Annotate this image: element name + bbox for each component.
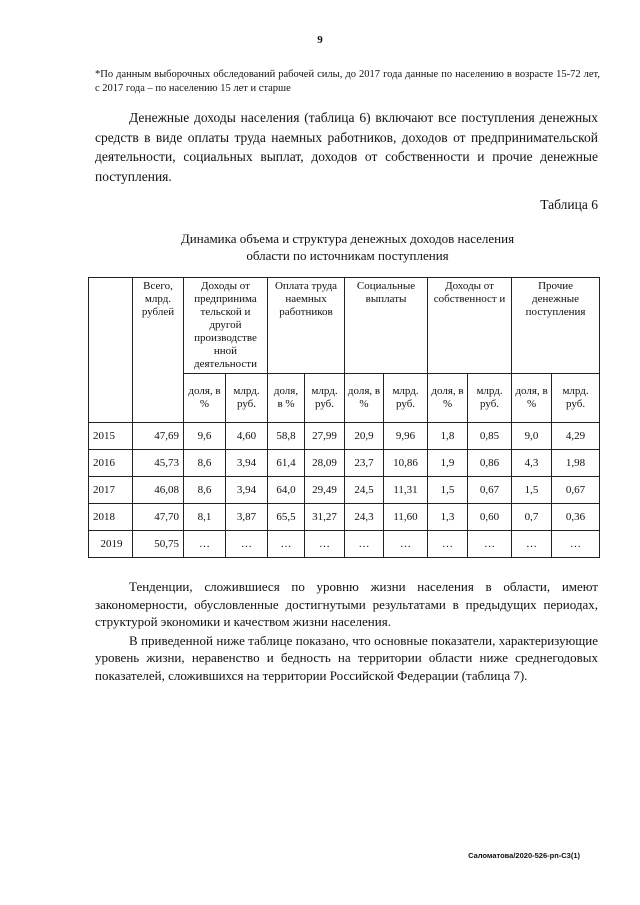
cell-value: 0,67 [468,477,512,504]
cell-value: 24,3 [345,504,384,531]
cell-value: 4,3 [512,450,552,477]
table-label: Таблица 6 [540,197,598,212]
cell-value: … [552,531,600,558]
cell-total: 46,08 [133,477,184,504]
cell-value: … [226,531,268,558]
table-title [95,230,600,264]
subheader-share: доля, в % [184,374,226,423]
subheader-amount: млрд. руб. [552,374,600,423]
cell-value: … [268,531,305,558]
cell-value: 4,29 [552,423,600,450]
cell-value: … [384,531,428,558]
subheader-amount: млрд. руб. [468,374,512,423]
table-row [89,423,600,450]
subheader-share: доля, в % [345,374,384,423]
cell-value: 0,67 [552,477,600,504]
cell-value: 0,85 [468,423,512,450]
footnote: *По данным выборочных обследований рабочей силы, до 2017 года данные по населению в возрасте 15-72 лет, с 2017 года – по населению 15 лет и старше [95,69,600,94]
cell-value: 64,0 [268,477,305,504]
cell-value: 0,36 [552,504,600,531]
cell-total: 50,75 [133,531,184,558]
cell-value: 24,5 [345,477,384,504]
cell-value: … [345,531,384,558]
closing-text [95,578,598,684]
cell-value: 58,8 [268,423,305,450]
header-property: Доходы от собственност и [428,278,512,374]
table-row [89,477,600,504]
cell-value: 23,7 [345,450,384,477]
intro-paragraph: Денежные доходы населения (таблица 6) включают все поступления денежных средств в виде оплаты труда наемных работников, доходов от предпринимательской деятельности, социальных выплат, доходов от собственности и прочие денежные поступления. [95,110,598,184]
cell-value: 1,9 [428,450,468,477]
cell-year: 2017 [89,477,133,504]
cell-value: 0,86 [468,450,512,477]
cell-value: 3,94 [226,450,268,477]
table-row [89,531,600,558]
cell-value: 31,27 [305,504,345,531]
header-row [89,278,600,374]
cell-value: 1,98 [552,450,600,477]
cell-value: 8,6 [184,450,226,477]
cell-value: 20,9 [345,423,384,450]
cell-year: 2015 [89,423,133,450]
income-table [88,277,600,558]
cell-total: 45,73 [133,450,184,477]
cell-year: 2019 [89,531,133,558]
cell-value: 61,4 [268,450,305,477]
cell-total: 47,69 [133,423,184,450]
cell-value: 29,49 [305,477,345,504]
table-row [89,504,600,531]
subheader-share: доля, в % [512,374,552,423]
header-wages: Оплата труда наемных работников [268,278,345,374]
subheader-amount: млрд. руб. [384,374,428,423]
cell-value: … [468,531,512,558]
cell-value: 27,99 [305,423,345,450]
cell-value: 8,1 [184,504,226,531]
header-business: Доходы от предпринима тельской и другой производстве нной деятельности [184,278,268,374]
cell-value: 65,5 [268,504,305,531]
cell-value: 1,5 [428,477,468,504]
cell-value: 1,3 [428,504,468,531]
subheader-amount: млрд. руб. [226,374,268,423]
cell-value: 9,96 [384,423,428,450]
cell-value: … [184,531,226,558]
cell-value: 10,86 [384,450,428,477]
cell-value: 3,94 [226,477,268,504]
table-title-line1: Динамика объема и структура денежных доходов населения [180,231,515,246]
cell-value: 0,7 [512,504,552,531]
cell-value: … [428,531,468,558]
cell-value: 1,8 [428,423,468,450]
cell-value: 11,31 [384,477,428,504]
cell-value: 1,5 [512,477,552,504]
cell-value: … [305,531,345,558]
header-other: Прочие денежные поступления [512,278,600,374]
cell-value: 11,60 [384,504,428,531]
cell-value: 3,87 [226,504,268,531]
cell-total: 47,70 [133,504,184,531]
page-number: 9 [317,34,323,46]
cell-year: 2018 [89,504,133,531]
cell-value: 28,09 [305,450,345,477]
cell-value: 9,0 [512,423,552,450]
table7-paragraph: В приведенной ниже таблице показано, что основные показатели, характеризующие уровень жизни, неравенство и бедность на территории области ниже среднегодовых показателей, сложившихся на территории Российской Федерации (таблица 7). [95,632,598,683]
header-social: Социальные выплаты [345,278,428,374]
subheader-share: доля, в % [428,374,468,423]
header-year [89,278,133,423]
cell-year: 2016 [89,450,133,477]
document-stamp: Саломатова/2020-526-рп-С3(1) [468,851,580,860]
cell-value: 0,60 [468,504,512,531]
subheader-amount: млрд. руб. [305,374,345,423]
cell-value: 9,6 [184,423,226,450]
cell-value: 4,60 [226,423,268,450]
subheader-share: доля, в % [268,374,305,423]
trends-paragraph: Тенденции, сложившиеся по уровню жизни населения в области, имеют закономерности, обусловленные достигнутыми результатами в предыдущих периодах, структурой экономики и качеством жизни населения. [95,579,598,629]
header-total: Всего, млрд. рублей [133,278,184,423]
table-title-line2: области по источникам поступления [246,248,449,263]
table-row [89,450,600,477]
cell-value: 8,6 [184,477,226,504]
cell-value: … [512,531,552,558]
